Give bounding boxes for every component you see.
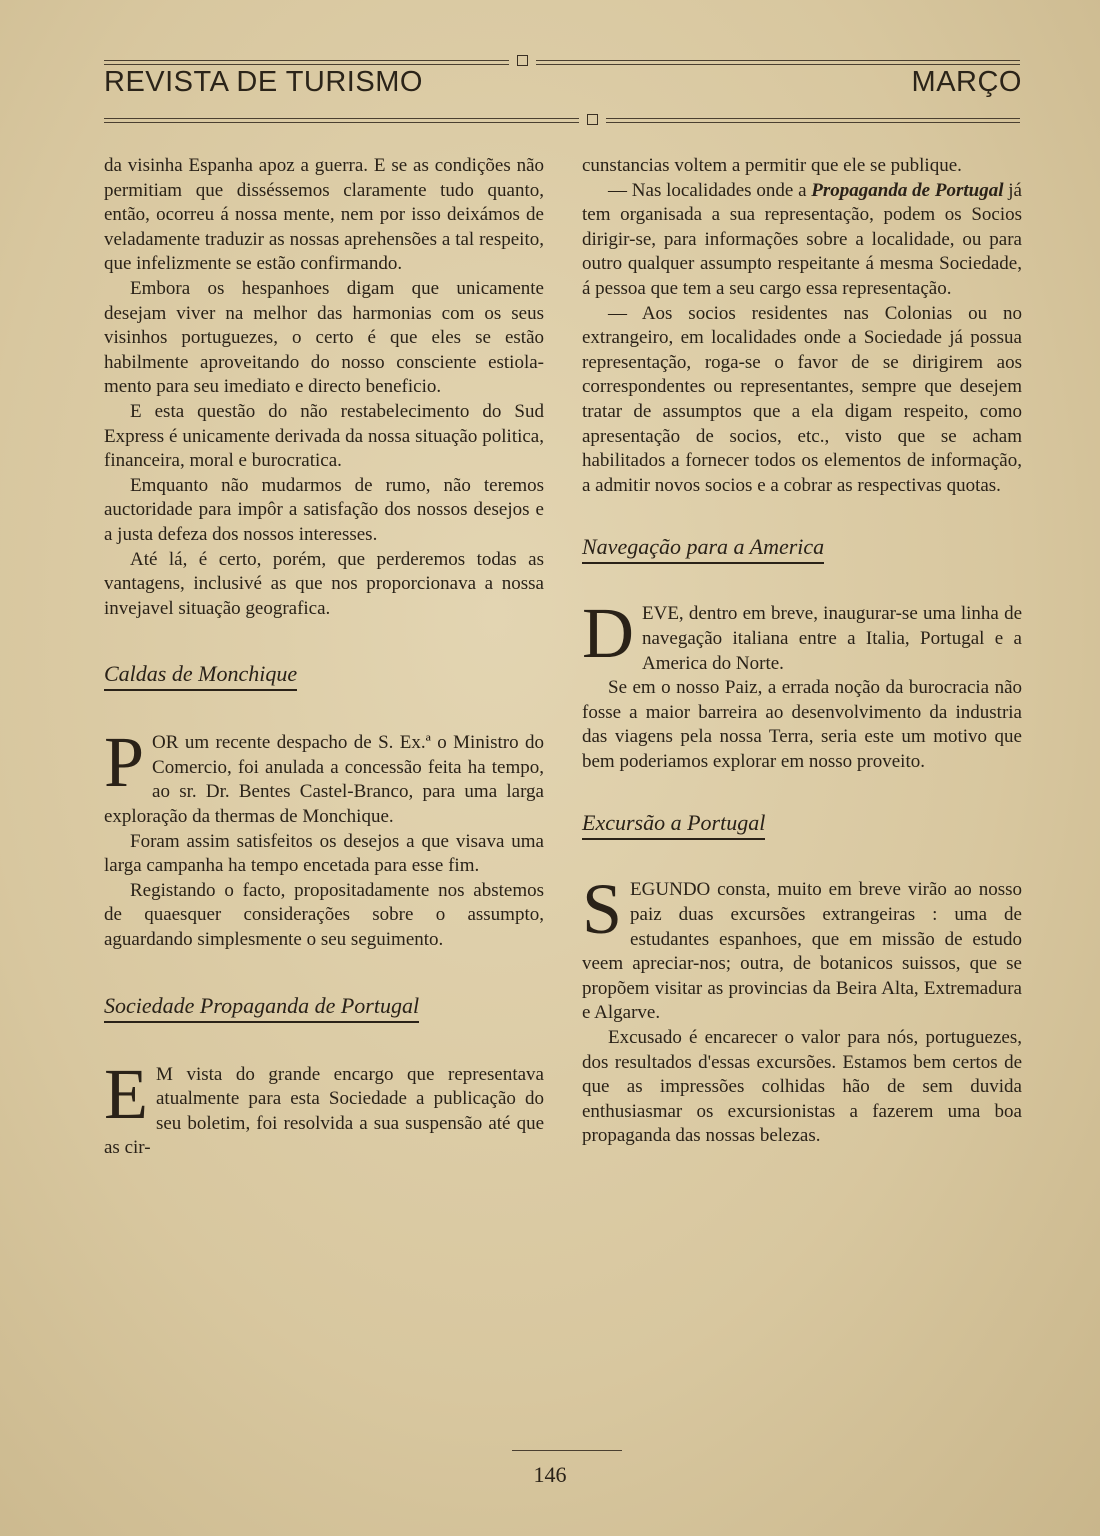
paragraph: Embora os hespanhoes digam que unicamente desejam viver na melhor das harmonias com os seus visinhos portuguezes, o certo é que eles se estão habilmente aproveitando do nosso consciente estiolamento para seu imediato e directo beneficio.: [104, 277, 544, 398]
page-number: 146: [533, 1462, 567, 1487]
lead-in: M: [155, 1063, 173, 1085]
paragraph: E esta questão do não restabelecimento do Sud Express é unicamente derivada da nossa situação politica, financeira, moral e burocratica.: [104, 400, 544, 472]
header-top-rule-right: [536, 60, 1020, 65]
paragraph: Até lá, é certo, porém, que perderemos todas as vantagens, inclusivé as que nos proporcionava a nossa invejavel situação geografica.: [104, 548, 544, 619]
drop-cap: S: [582, 869, 623, 950]
folio-rule: [512, 1450, 622, 1451]
article-navegacao: [582, 593, 1022, 676]
section-title-sociedade: Sociedade Propaganda de Portugal: [104, 993, 419, 1023]
article-sociedade: [104, 1053, 544, 1161]
paragraph-text: vista do grande encargo que representava atualmente para esta Sociedade a publicação do seu boletim, foi resolvida a sua suspensão até que as cir-: [104, 1063, 544, 1159]
lead-in: OR: [152, 732, 179, 754]
header-ornament-bottom: [587, 114, 598, 125]
header-top-rule-left: [104, 60, 509, 65]
paragraph: cunstancias voltem a permitir que ele se publique.: [582, 155, 962, 176]
header-ornament-top: [517, 55, 528, 66]
paragraph: Se em o nosso Paiz, a errada noção da burocracia não fosse a maior barreira ao desenvolvimento da industria das viagens pela nossa Terra, seria este um motivo que bem poderiamos explorar em nosso proveito.: [582, 677, 1022, 772]
article-caldas: [104, 722, 544, 829]
right-column: [582, 154, 1022, 1149]
lead-in: EVE,: [642, 603, 684, 625]
section-title-excursao: Excursão a Portugal: [582, 810, 765, 840]
paragraph-text: dentro em breve, inaugurar-se uma linha de navegação italiana entre a Italia, Portugal e a America do Norte.: [642, 603, 1022, 674]
header-bottom-rule-left: [104, 118, 579, 123]
paragraph-text: — Nas localidades onde a: [608, 179, 812, 201]
paragraph: [582, 179, 1022, 302]
paragraph: Foram assim satisfeitos os desejos a que visava uma larga campanha ha tempo encetada para esse fim.: [104, 830, 544, 877]
lead-in: EGUNDO: [630, 879, 711, 901]
paragraph-text: já tem organisada a sua representação, podem os Socios dirigir-se, para informações sobre a localidade, ou para outro qualquer assumpto respeitante á mesma Sociedade, á pessoa que tem a seu cargo essa representação.: [582, 179, 1022, 299]
paragraph: Excusado é encarecer o valor para nós, portuguezes, dos resultados d'essas excursões. Estamos bem certos de que as impressões colhidas hão de sem duvida enthusiasmar os excursionistas a fazerem uma boa propaganda das nossas belezas.: [582, 1027, 1022, 1147]
magazine-title: REVISTA DE TURISMO: [104, 66, 423, 98]
society-name: Propaganda de Portugal: [811, 179, 1004, 201]
paragraph: da visinha Espanha apoz a guerra. E se as condições não permitiam que disséssemos claramente tudo quanto, então, ocorreu á nossa mente, nem por isso deixámos de veladamente traduzir as nossas aprehensões a tal respeito, que infelizmente se estão confirmando.: [104, 155, 544, 275]
drop-cap: D: [582, 593, 634, 674]
section-title-caldas: Caldas de Monchique: [104, 661, 297, 691]
left-column: [104, 154, 544, 1161]
paragraph-text: um recente despacho de S. Ex.ª o Ministro do Comercio, foi anulada a concessão feita ha tempo, ao sr. Dr. Bentes Castel-Branco, para uma larga exploração da thermas de Monchique.: [104, 732, 544, 828]
drop-cap: P: [104, 722, 145, 803]
paragraph-text: consta, muito em breve virão ao nosso paiz duas excursões extrangeiras : uma de estudantes espanhoes, que em missão de estudo veem apreciar-nos; outra, de botanicos suissos, que se propõem visitar as provincias da Beira Alta, Extremadura e Algarve.: [582, 879, 1022, 1024]
article-excursao: [582, 869, 1022, 1026]
paragraph: Emquanto não mudarmos de rumo, não teremos auctoridade para impôr a satisfação dos nossos desejos e a justa defeza dos nossos interesses.: [104, 474, 544, 545]
header-bottom-rule-right: [606, 118, 1020, 123]
issue-month: MARÇO: [911, 66, 1022, 98]
paragraph: — Aos socios residentes nas Colonias ou no extrangeiro, em localidades onde a Sociedade já possua representação, roga-se o favor de se dirigirem aos correspondentes ou representantes, sempre que desejem tratar de assumptos que a ela digam respeito, como apresentação de socios, etc., visto que se acham habilitados a fornecer todos os elementos de informação, a admitir novos socios e a cobrar as respectivas quotas.: [582, 302, 1022, 496]
section-title-navegacao: Navegação para a America: [582, 534, 824, 564]
paragraph: Registando o facto, propositadamente nos abstemos de quaesquer considerações sobre o assumpto, aguardando simplesmente o seu seguimento.: [104, 879, 544, 951]
drop-cap: E: [104, 1053, 148, 1134]
